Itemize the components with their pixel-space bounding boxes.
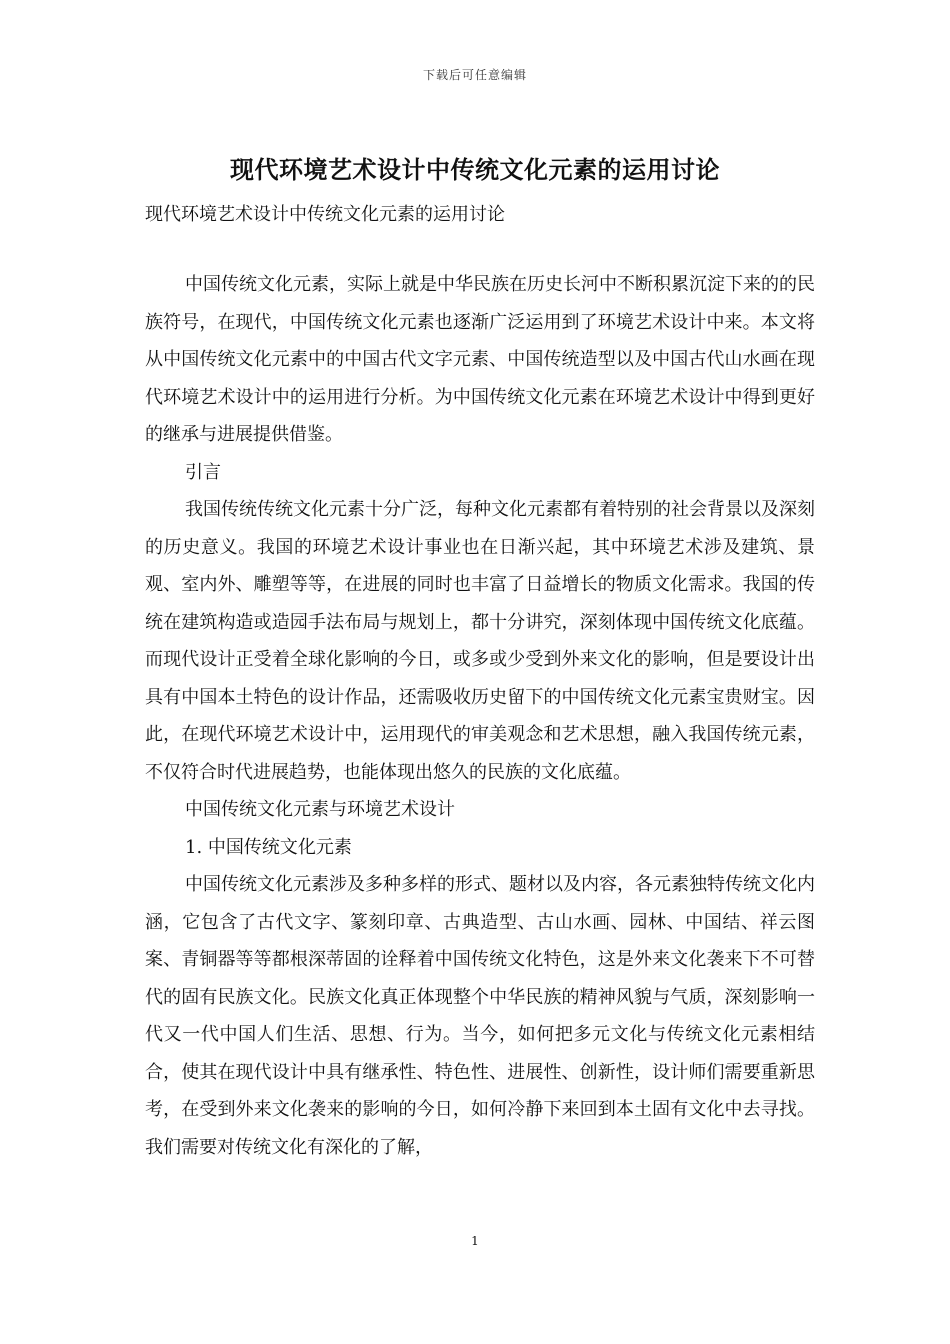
abstract-paragraph: 中国传统文化元素，实际上就是中华民族在历史长河中不断积累沉淀下来的的民族符号，在现代，中国传统文化元素也逐渐广泛运用到了环境艺术设计中来。本文将从中国传统文化元素中的中国古代文字元素、中国传统造型以及中国古代山水画在现代环境艺术设计中的运用进行分析。为中国传统文化元素在环境艺术设计中得到更好的继承与进展提供借鉴。 xyxy=(145,274,815,445)
subsection-heading-traditional-elements: 1. 中国传统文化元素 xyxy=(185,836,352,858)
section-heading-introduction: 引言 xyxy=(185,461,221,483)
document-subtitle: 现代环境艺术设计中传统文化元素的运用讨论 xyxy=(145,204,505,225)
page-number: 1 xyxy=(471,1234,479,1248)
document-title: 现代环境艺术设计中传统文化元素的运用讨论 xyxy=(230,155,720,184)
introduction-paragraph: 我国传统传统文化元素十分广泛，每种文化元素都有着特别的社会背景以及深刻的历史意义。我国的环境艺术设计事业也在日渐兴起，其中环境艺术涉及建筑、景观、室内外、雕塑等等，在进展的同时也丰富了日益增长的物质文化需求。我国的传统在建筑构造或造园手法布局与规划上，都十分讲究，深刻体现中国传统文化底蕴。而现代设计正受着全球化影响的今日，或多或少受到外来文化的影响，但是要设计出具有中国本土特色的设计作品，还需吸收历史留下的中国传统文化元素宝贵财宝。因此，在现代环境艺术设计中，运用现代的审美观念和艺术思想，融入我国传统元素，不仅符合时代进展趋势，也能体现出悠久的民族的文化底蕴。 xyxy=(145,499,815,783)
section-heading-elements-and-design: 中国传统文化元素与环境艺术设计 xyxy=(185,799,455,820)
body-paragraph: 中国传统文化元素涉及多种多样的形式、题材以及内容，各元素独特传统文化内涵，它包含了古代文字、篆刻印章、古典造型、古山水画、园林、中国结、祥云图案、青铜器等等都根深蒂固的诠释着中国传统文化特色，这是外来文化袭来下不可替代的固有民族文化。民族文化真正体现整个中华民族的精神风貌与气质，深刻影响一代又一代中国人们生活、思想、行为。当今，如何把多元文化与传统文化元素相结合，使其在现代设计中具有继承性、特色性、进展性、创新性，设计师们需要重新思考，在受到外来文化袭来的影响的今日，如何冷静下来回到本土固有文化中去寻找。我们需要对传统文化有深化的了解， xyxy=(145,874,815,1158)
document-body xyxy=(145,266,815,1166)
header-note: 下载后可任意编辑 xyxy=(422,68,527,82)
